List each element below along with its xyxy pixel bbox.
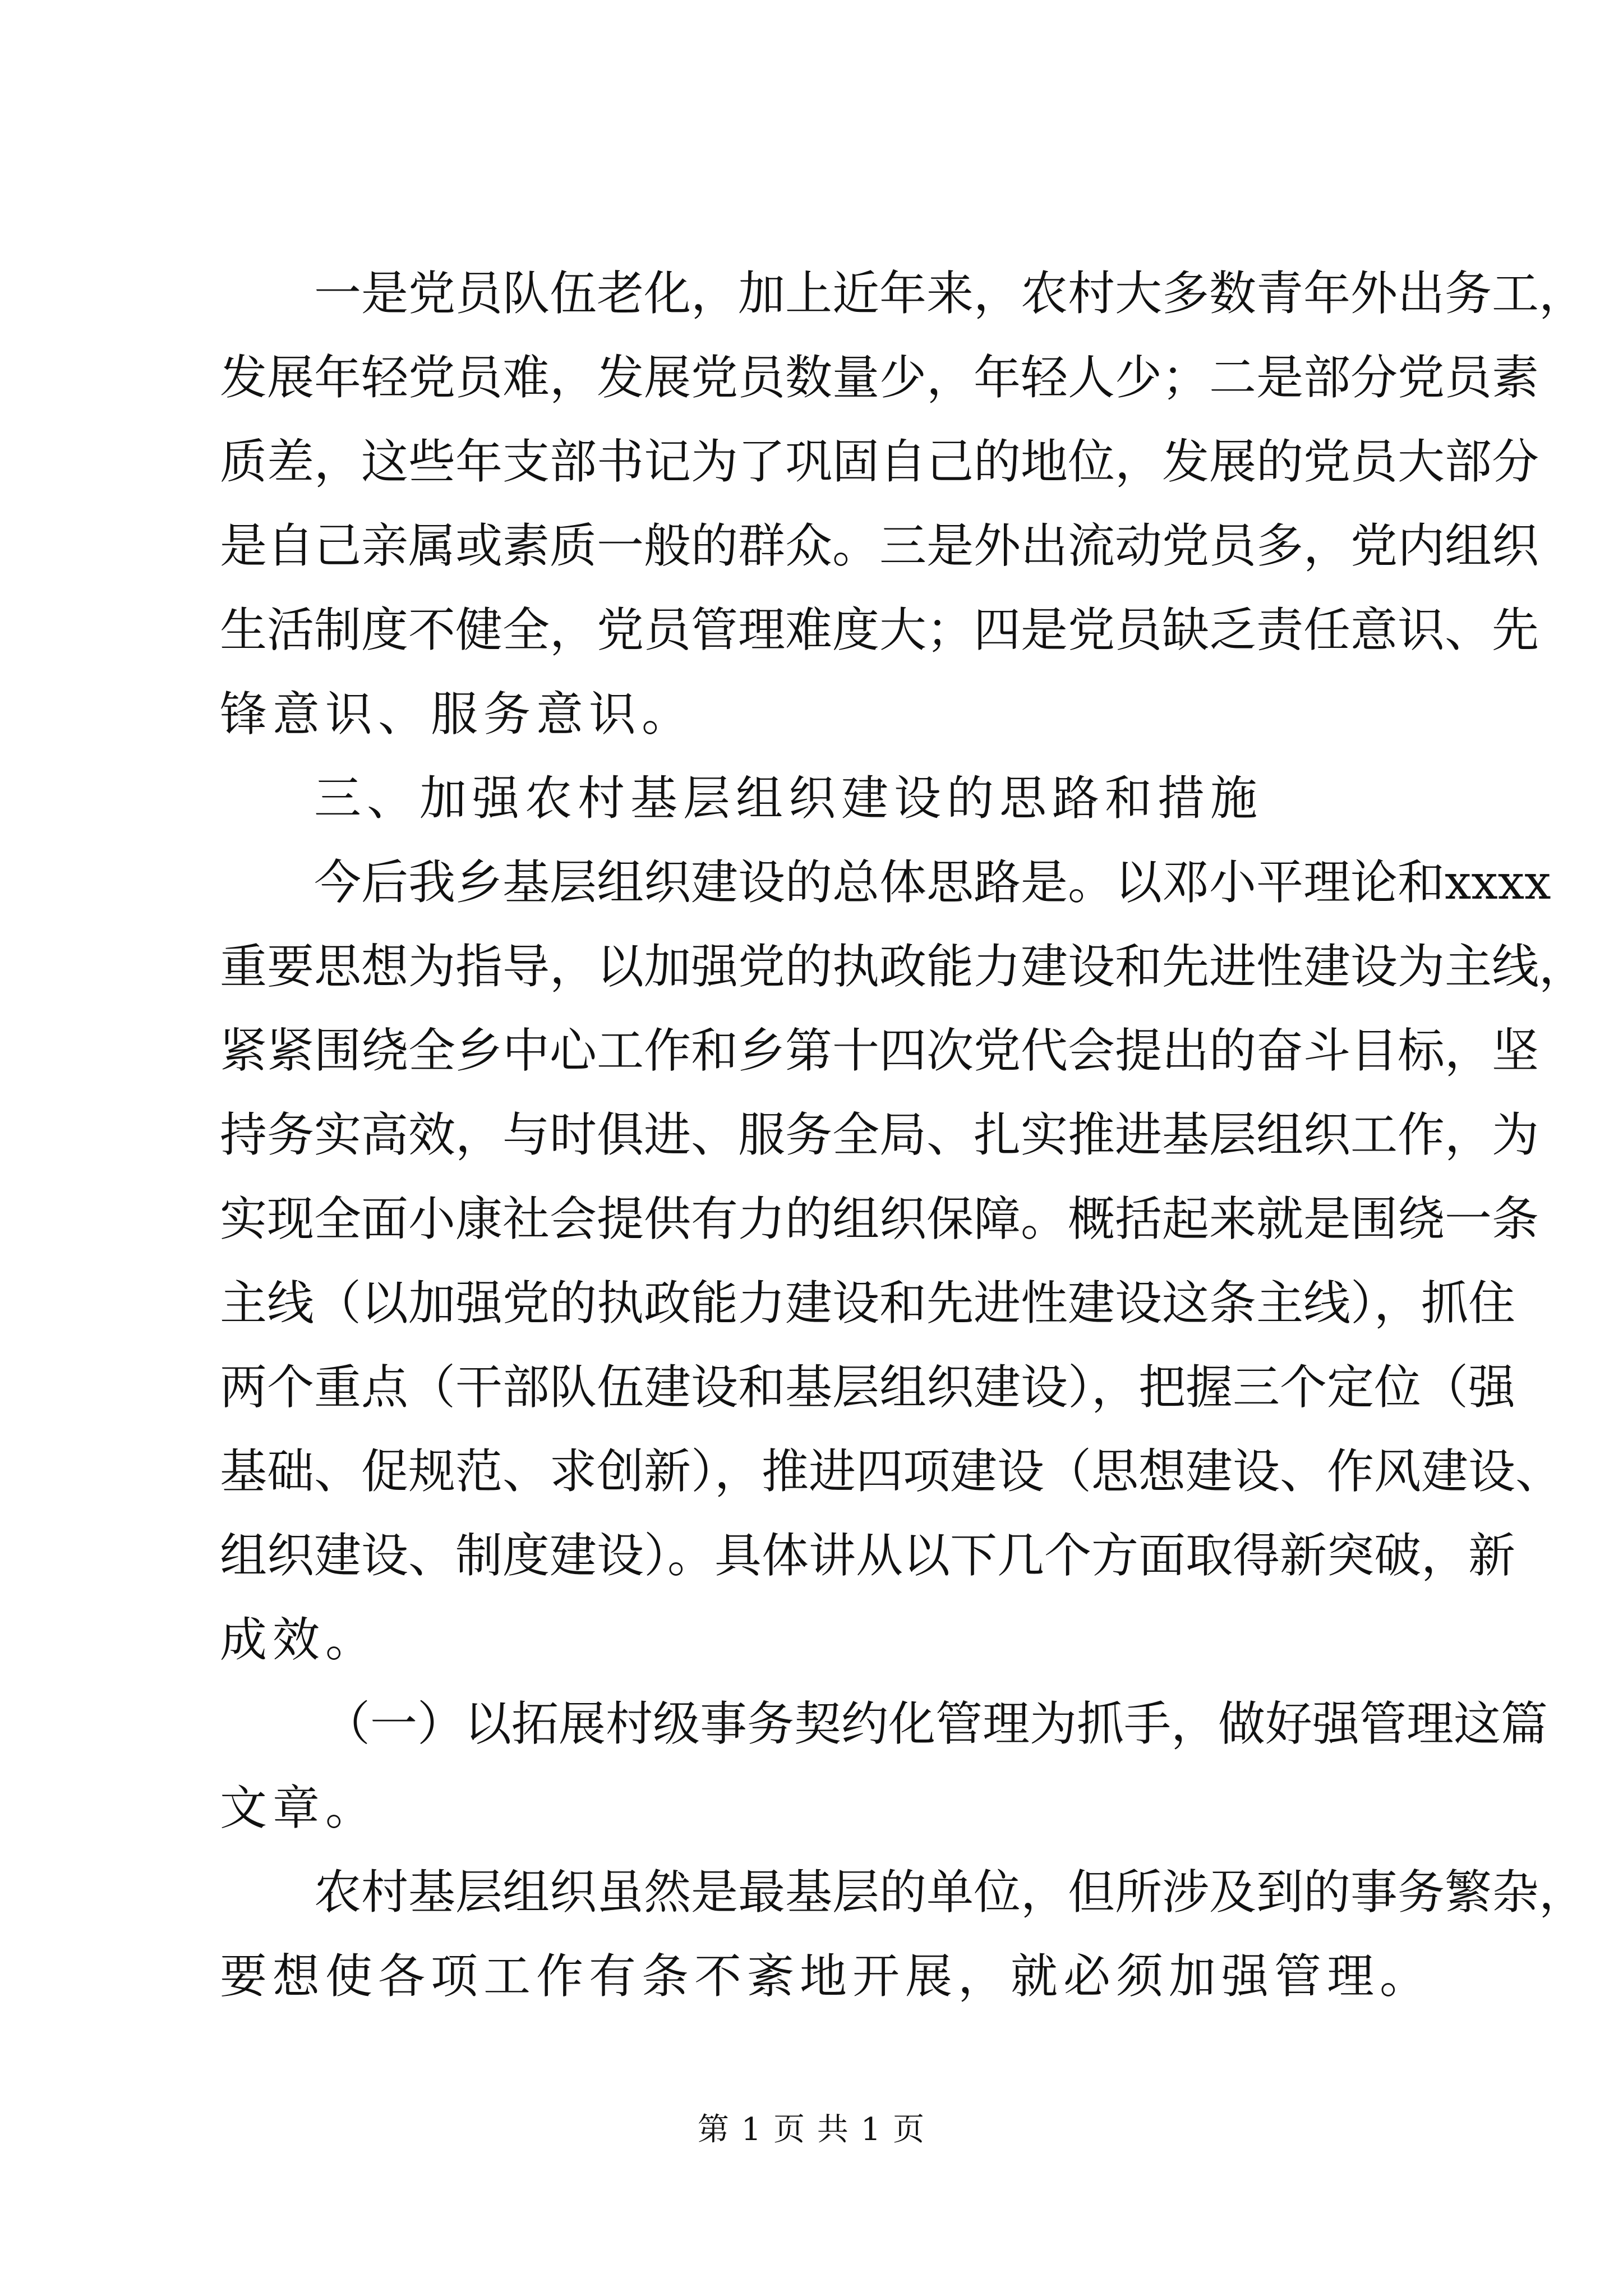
text-line: 一是党员队伍老化，加上近年来，农村大多数青年外出务工， xyxy=(314,266,1587,321)
text-line: （一）以拓展村级事务契约化管理为抓手，做好强管理这篇 xyxy=(323,1696,1548,1751)
text-line: 实现全面小康社会提供有力的组织保障。概括起来就是围绕一条 xyxy=(220,1191,1539,1246)
paragraph-party-member-issues xyxy=(220,251,1587,756)
text-line: 重要思想为指导，以加强党的执政能力建设和先进性建设为主线， xyxy=(220,939,1587,994)
text-line: 农村基层组织虽然是最基层的单位，但所涉及到的事务繁杂， xyxy=(314,1865,1587,1920)
page-footer: 第 1 页 共 1 页 xyxy=(697,2111,926,2148)
text-line: 生活制度不健全，党员管理难度大；四是党员缺乏责任意识、先 xyxy=(220,602,1539,657)
text-line: 文章。 xyxy=(220,1780,379,1835)
section-heading xyxy=(220,756,1420,840)
text-line: 成效。 xyxy=(220,1612,379,1667)
text-line: 基础、促规范、求创新），推进四项建设（思想建设、作风建设、 xyxy=(220,1444,1563,1499)
subsection-heading xyxy=(220,1682,1548,1850)
text-line: 主线（以加强党的执政能力建设和先进性建设这条主线），抓住 xyxy=(220,1276,1516,1331)
text-line: 是自己亲属或素质一般的群众。三是外出流动党员多，党内组织 xyxy=(220,518,1539,573)
text-line: 锋意识、服务意识。 xyxy=(220,687,695,742)
heading-line: 三、加强农村基层组织建设的思路和措施 xyxy=(314,771,1264,826)
text-line: 质差，这些年支部书记为了巩固自己的地位，发展的党员大部分 xyxy=(220,434,1539,489)
text-line: 发展年轻党员难，发展党员数量少，年轻人少；二是部分党员素 xyxy=(220,350,1539,405)
text-line: 组织建设、制度建设）。具体讲从以下几个方面取得新突破，新 xyxy=(220,1528,1516,1583)
text-line: 紧紧围绕全乡中心工作和乡第十四次党代会提出的奋斗目标，坚 xyxy=(220,1023,1539,1078)
text-line: 要想使各项工作有条不紊地开展，就必须加强管理。 xyxy=(220,1949,1433,2004)
document-body xyxy=(220,251,1587,2018)
paragraph-management xyxy=(220,1850,1587,2018)
text-line: 今后我乡基层组织建设的总体思路是。以邓小平理论和xxxx xyxy=(314,855,1551,910)
paragraph-overall-approach xyxy=(220,840,1587,1682)
text-line: 持务实高效，与时俱进、服务全局、扎实推进基层组织工作，为 xyxy=(220,1107,1539,1162)
text-line: 两个重点（干部队伍建设和基层组织建设），把握三个定位（强 xyxy=(220,1360,1516,1415)
